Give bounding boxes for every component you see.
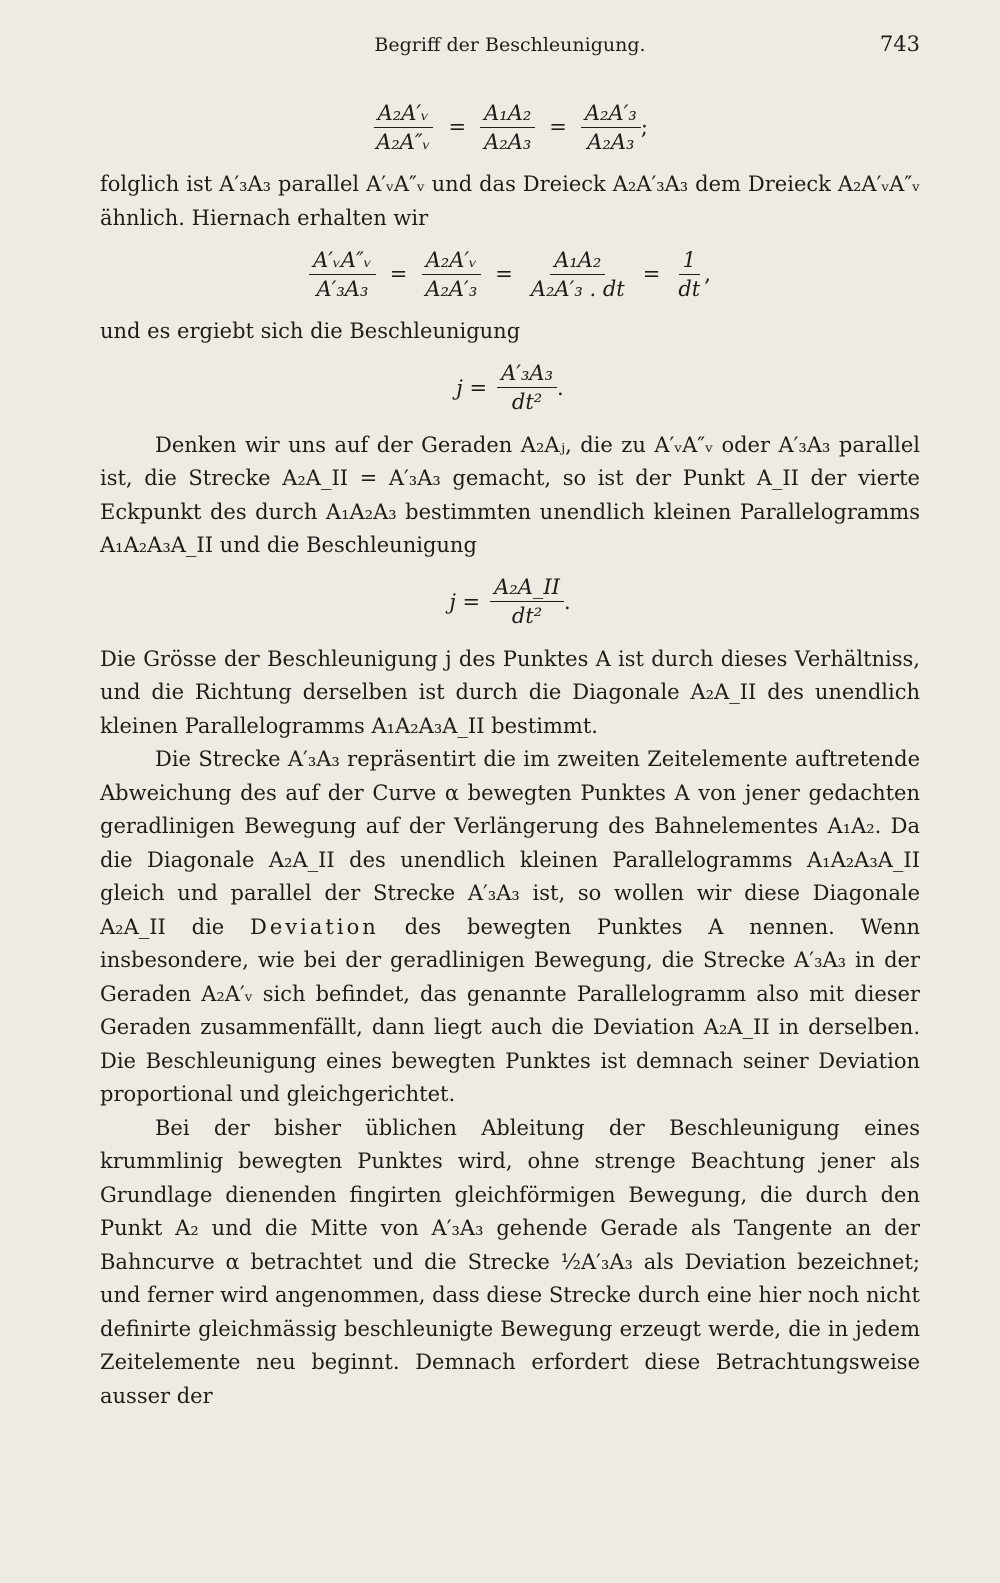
numerator: A₂A_II [490, 575, 564, 602]
formula-ratio-1 [100, 92, 920, 162]
denominator: A₂A′₃ [425, 276, 478, 301]
fraction [421, 248, 481, 301]
formula-acceleration-2 [100, 567, 920, 637]
paragraph: und es ergiebt sich die Beschleunigung [100, 319, 521, 343]
equals-sign: = [642, 262, 661, 286]
fraction [480, 101, 535, 154]
denominator: dt [678, 276, 701, 301]
denominator: A₂A₃ [484, 129, 532, 154]
formula-lhs: j = [449, 589, 481, 614]
formula-punctuation: . [563, 589, 571, 614]
emphasized-term: Deviation [250, 914, 379, 939]
denominator: A₂A″ᵥ [376, 129, 431, 154]
formula-ratio-2 [100, 239, 920, 309]
numerator: A₂A′ᵥ [422, 248, 481, 275]
page-number: 743 [879, 32, 920, 56]
formula-acceleration-1 [100, 353, 920, 423]
numerator: A₂A′ᵥ [374, 101, 433, 128]
denominator: dt² [511, 390, 543, 414]
formula-lhs: j = [456, 375, 488, 400]
paragraph-text: des bewegten Punktes A nennen. Wenn insbesondere, wie bei der geradlinigen Bewegung, die Strecke A′₃A₃ in der Geraden A₂A′ᵥ sich befindet, das genannte Parallelogramm also mit dieser Geraden zusammenfällt, dann liegt auch die Deviation A₂A_II in derselben. Die Beschleunigung eines bewegten Punktes ist demnach seiner Deviation proportional und gleichgerichtet. [100, 914, 921, 1106]
formula-punctuation: . [557, 375, 564, 400]
numerator: A₁A₂ [480, 101, 535, 128]
body-text [100, 88, 920, 1413]
equals-sign: = [549, 115, 567, 139]
paragraph: Die Grösse der Beschleunigung j des Punktes A ist durch dieses Verhältniss, und die Richtung derselben ist durch die Diagonale A₂A_II des unendlich kleinen Parallelogramms A₁A₂A₃A_II bestimmt. [100, 646, 920, 738]
paragraph-text: Die Strecke A′₃A₃ repräsentirt die im zweiten Zeitelemente auftretende Abweichung des auf der Curve α bewegten Punktes A von jener gedachten geradlinigen Bewegung auf der Verlängerung des Bahnelementes A₁A₂. Da die Diagonale A₂A_II des unendlich kleinen Parallelogramms A₁A₂A₃A_II gleich und parallel der Strecke A′₃A₃ ist, so wollen wir diese Diagonale A₂A_II die [100, 747, 920, 939]
equals-sign: = [495, 262, 513, 286]
fraction [490, 575, 564, 628]
numerator: A′ᵥA″ᵥ [309, 248, 376, 275]
page-header [100, 30, 920, 60]
paragraph: folglich ist A′₃A₃ parallel A′ᵥA″ᵥ und das Dreieck A₂A′₃A₃ dem Dreieck A₂A′ᵥA″ᵥ ähnlich. Hiernach erhalten wir [100, 172, 920, 230]
fraction [674, 248, 704, 301]
numerator: A′₃A₃ [497, 361, 557, 388]
formula-punctuation: ; [640, 115, 648, 139]
paragraph: Denken wir uns auf der Geraden A₂Aⱼ, die zu A′ᵥA″ᵥ oder A′₃A₃ parallel ist, die Strecke A₂A_II = A′₃A₃ gemacht, so ist der Punkt A_II der vierte Eckpunkt des durch A₁A₂A₃ bestimmten unendlich kleinen Parallelogramms A₁A₂A₃A_II und die Beschleunigung [100, 432, 920, 557]
formula-punctuation: , [704, 262, 711, 286]
numerator: A₂A′₃ [581, 101, 641, 128]
paragraph: Bei der bisher üblichen Ableitung der Beschleunigung eines krummlinig bewegten Punktes wird, ohne strenge Beachtung jener als Grundlage dienenden fingirten gleichförmigen Bewegung, die durch den Punkt A₂ und die Mitte von A′₃A₃ gehende Gerade als Tangente an der Bahncurve α betrachtet und die Strecke ½A′₃A₃ als Deviation bezeichnet; und ferner wird angenommen, dass diese Strecke durch eine hier noch nicht definirte gleichmässig beschleunigte Bewegung erzeugt werde, die in jedem Zeitelemente neu beginnt. Demnach erfordert diese Betrachtungsweise ausser der [100, 1115, 920, 1408]
denominator: A₂A′₃ . dt [530, 276, 625, 301]
running-title: Begriff der Beschleunigung. [374, 34, 646, 56]
fraction [497, 361, 557, 414]
equals-sign: = [448, 115, 467, 139]
paragraph [100, 743, 920, 1112]
denominator: A′₃A₃ [316, 276, 369, 301]
numerator: 1 [679, 248, 700, 275]
fraction [309, 248, 376, 301]
denominator: dt² [511, 604, 543, 628]
fraction [527, 248, 629, 301]
numerator: A₁A₂ [550, 248, 605, 275]
denominator: A₂A₃ [587, 129, 635, 154]
fraction [581, 101, 641, 154]
equals-sign: = [389, 262, 408, 286]
fraction [372, 101, 434, 154]
